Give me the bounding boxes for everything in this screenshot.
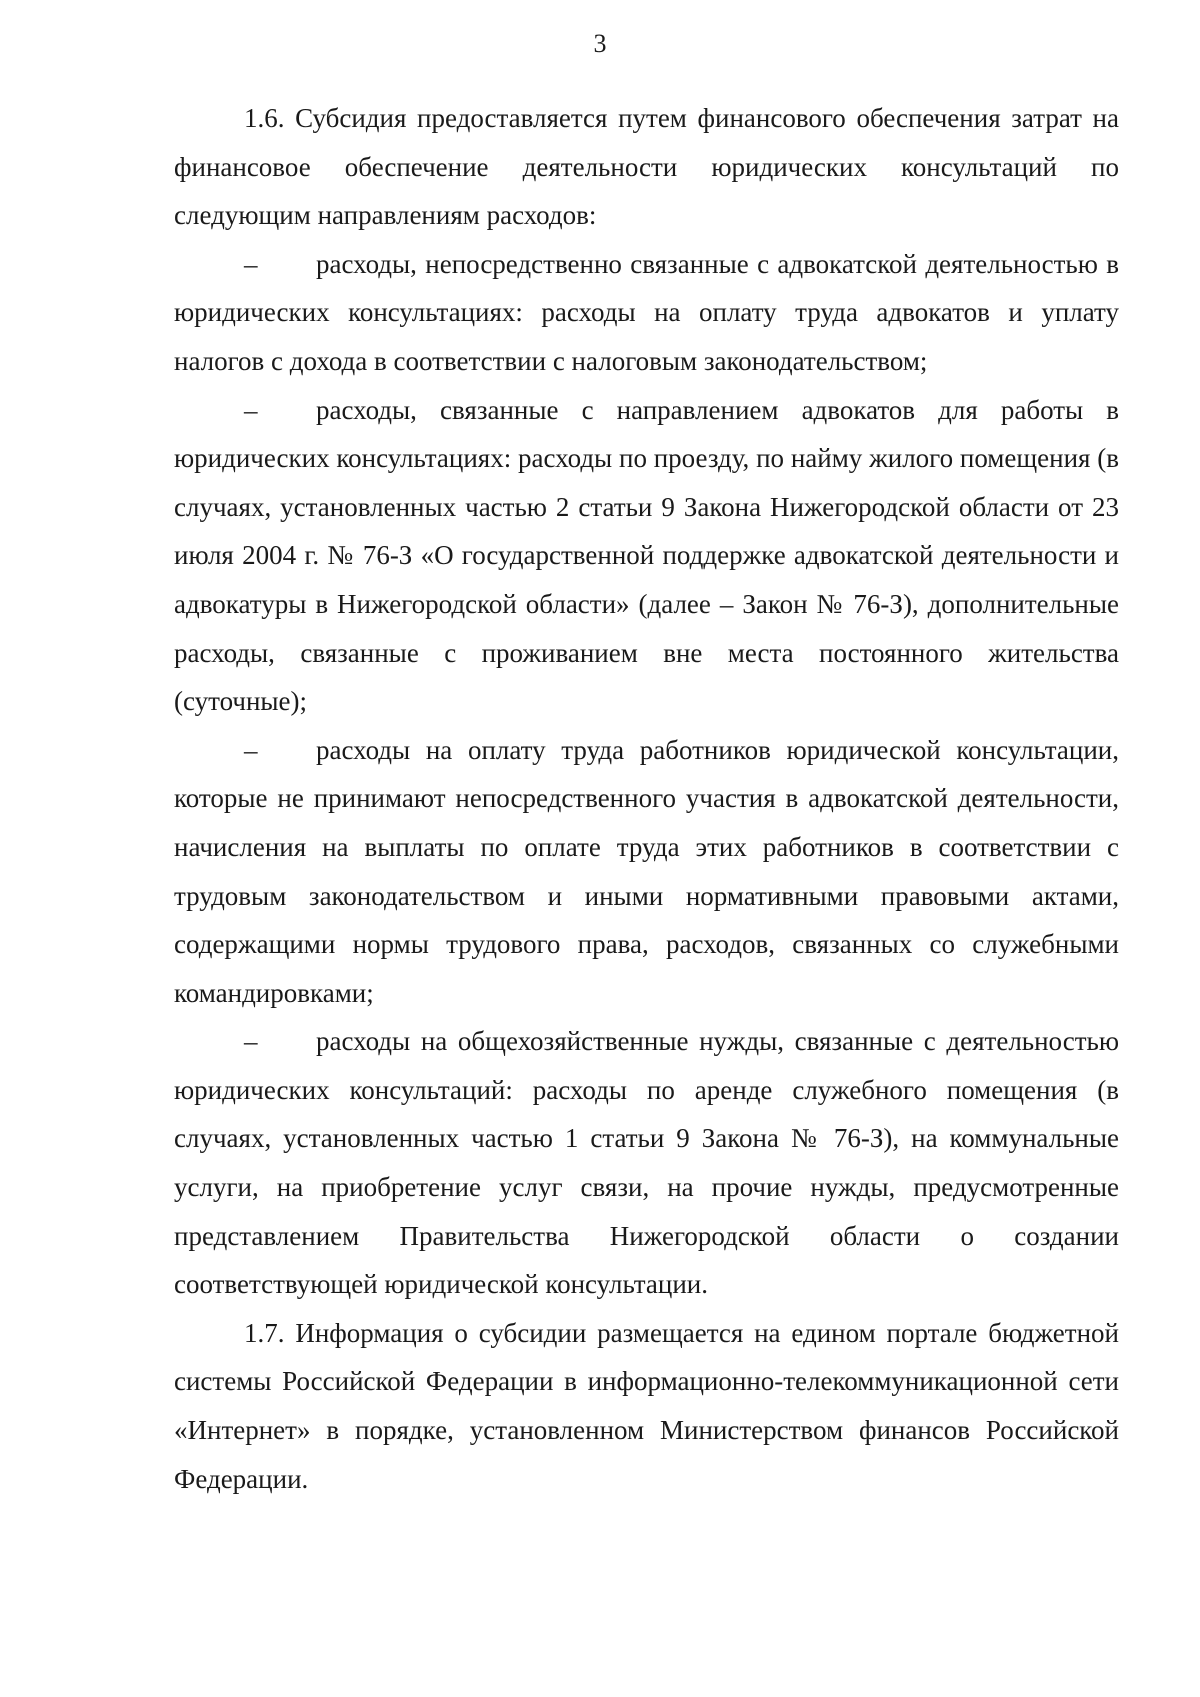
document-body bbox=[174, 94, 1119, 1503]
paragraph-1-6: 1.6. Субсидия предоставляется путем финансового обеспечения затрат на финансовое обеспечение деятельности юридических консультаций по следующим направлениям расходов: bbox=[174, 103, 1119, 231]
list-item-general-expenses bbox=[174, 1017, 1119, 1309]
paragraph-1-7: 1.7. Информация о субсидии размещается на едином портале бюджетной системы Российской Федерации в информационно-телекоммуникационной сети «Интернет» в порядке, установленном Министерством финансов Российской Федерации. bbox=[174, 1317, 1119, 1494]
list-item-direct-expenses bbox=[174, 240, 1119, 386]
page-number: 3 bbox=[593, 29, 607, 58]
list-item-text: расходы на оплату труда работников юридической консультации, которые не принимают непосредственного участия в адвокатской деятельности, начисления на выплаты по оплате труда этих работников в соответствии с трудовым законодательством и иными нормативными правовыми актами, содержащими нормы трудового права, расходов, связанных со служебными командировками; bbox=[174, 734, 1119, 1008]
list-item-text: расходы на общехозяйственные нужды, связанные с деятельностью юридических консультаций: расходы по аренде служебного помещения (в случаях, установленных частью 1 статьи 9 Закона № 76-З), на коммунальные услуги, на приобретение услуг связи, на прочие нужды, предусмотренные представлением Правительства Нижегородской области о создании соответствующей юридической консультации. bbox=[174, 1026, 1119, 1300]
list-item-staff-expenses bbox=[174, 726, 1119, 1018]
list-item-travel-expenses bbox=[174, 386, 1119, 726]
dash-marker: – bbox=[244, 1026, 258, 1057]
dash-marker: – bbox=[244, 734, 258, 765]
list-item-text: расходы, связанные с направлением адвокатов для работы в юридических консультациях: расходы по проезду, по найму жилого помещения (в случаях, установленных частью 2 статьи 9 Закона Нижегородской области от 23 июля 2004 г. № 76-З «О государственной поддержке адвокатской деятельности и адвокатуры в Нижегородской области» (далее – Закон № 76-З), дополнительные расходы, связанные с проживанием вне места постоянного жительства (суточные); bbox=[174, 394, 1119, 717]
dash-marker: – bbox=[244, 248, 258, 279]
list-item-text: расходы, непосредственно связанные с адвокатской деятельностью в юридических консультациях: расходы на оплату труда адвокатов и уплату налогов с дохода в соответствии с налоговым законодательством; bbox=[174, 248, 1119, 376]
dash-marker: – bbox=[244, 394, 258, 425]
